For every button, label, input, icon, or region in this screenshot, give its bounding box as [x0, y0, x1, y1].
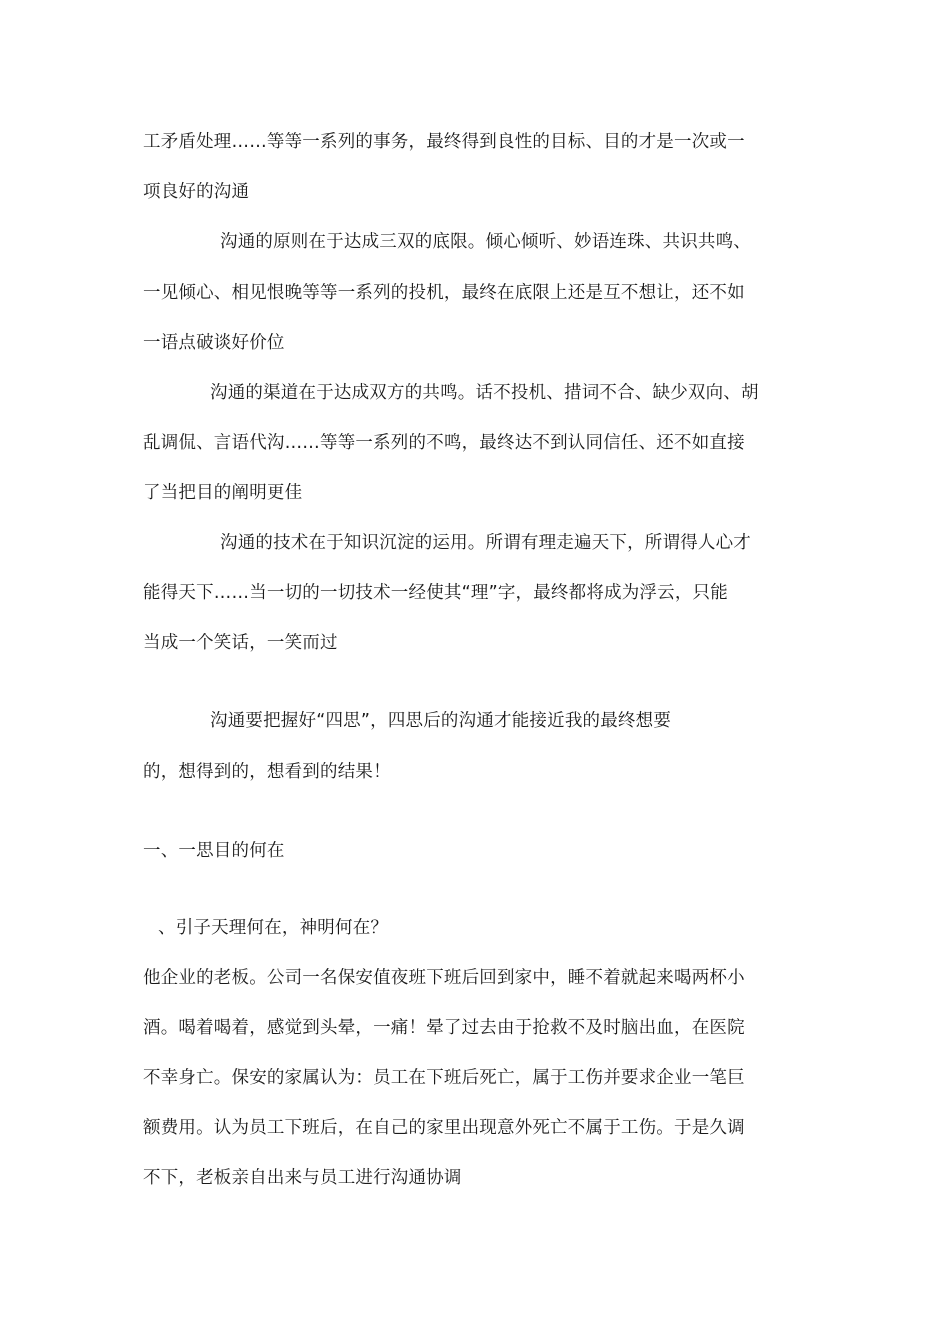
text-line: 他企业的老板。公司一名保安值夜班下班后回到家中，睡不着就起来喝两杯小 [143, 968, 745, 988]
text-line: 的，想得到的，想看到的结果！ [143, 762, 391, 782]
paragraph-start-line: 沟通的原则在于达成三双的底限。倾心倾听、妙语连珠、共识共鸣、 [220, 232, 751, 252]
paragraph-start-line: 沟通的技术在于知识沉淀的运用。所谓有理走遍天下，所谓得人心才 [220, 533, 751, 553]
paragraph-start-line: 沟通的渠道在于达成双方的共鸣。话不投机、措词不合、缺少双向、胡 [210, 383, 759, 403]
text-line: 乱调侃、言语代沟……等等一系列的不鸣，最终达不到认同信任、还不如直接 [143, 433, 745, 453]
section-heading: 一、一思目的何在 [143, 841, 285, 861]
text-line: 工矛盾处理……等等一系列的事务，最终得到良性的目标、目的才是一次或一 [143, 132, 745, 152]
text-line: 项良好的沟通 [143, 182, 250, 202]
text-line: 额费用。认为员工下班后，在自己的家里出现意外死亡不属于工伤。于是久调 [143, 1118, 745, 1138]
text-line: 能得天下……当一切的一切技术一经使其“理”字，最终都将成为浮云，只能 [143, 583, 728, 603]
paragraph-start-line: 沟通要把握好“四思”，四思后的沟通才能接近我的最终想要 [210, 711, 672, 731]
text-line: 不幸身亡。保安的家属认为：员工在下班后死亡，属于工伤并要求企业一笔巨 [143, 1068, 745, 1088]
text-line: 了当把目的阐明更佳 [143, 483, 303, 503]
text-line: 不下，老板亲自出来与员工进行沟通协调 [143, 1168, 462, 1188]
text-line: 当成一个笑话，一笑而过 [143, 633, 338, 653]
text-line: 酒。喝着喝着，感觉到头晕，一痛！晕了过去由于抢救不及时脑出血，在医院 [143, 1018, 745, 1038]
subsection-heading: 、引子天理何在，神明何在？ [158, 918, 389, 938]
text-line: 一语点破谈好价位 [143, 333, 285, 353]
text-line: 一见倾心、相见恨晚等等一系列的投机，最终在底限上还是互不想让，还不如 [143, 283, 745, 303]
